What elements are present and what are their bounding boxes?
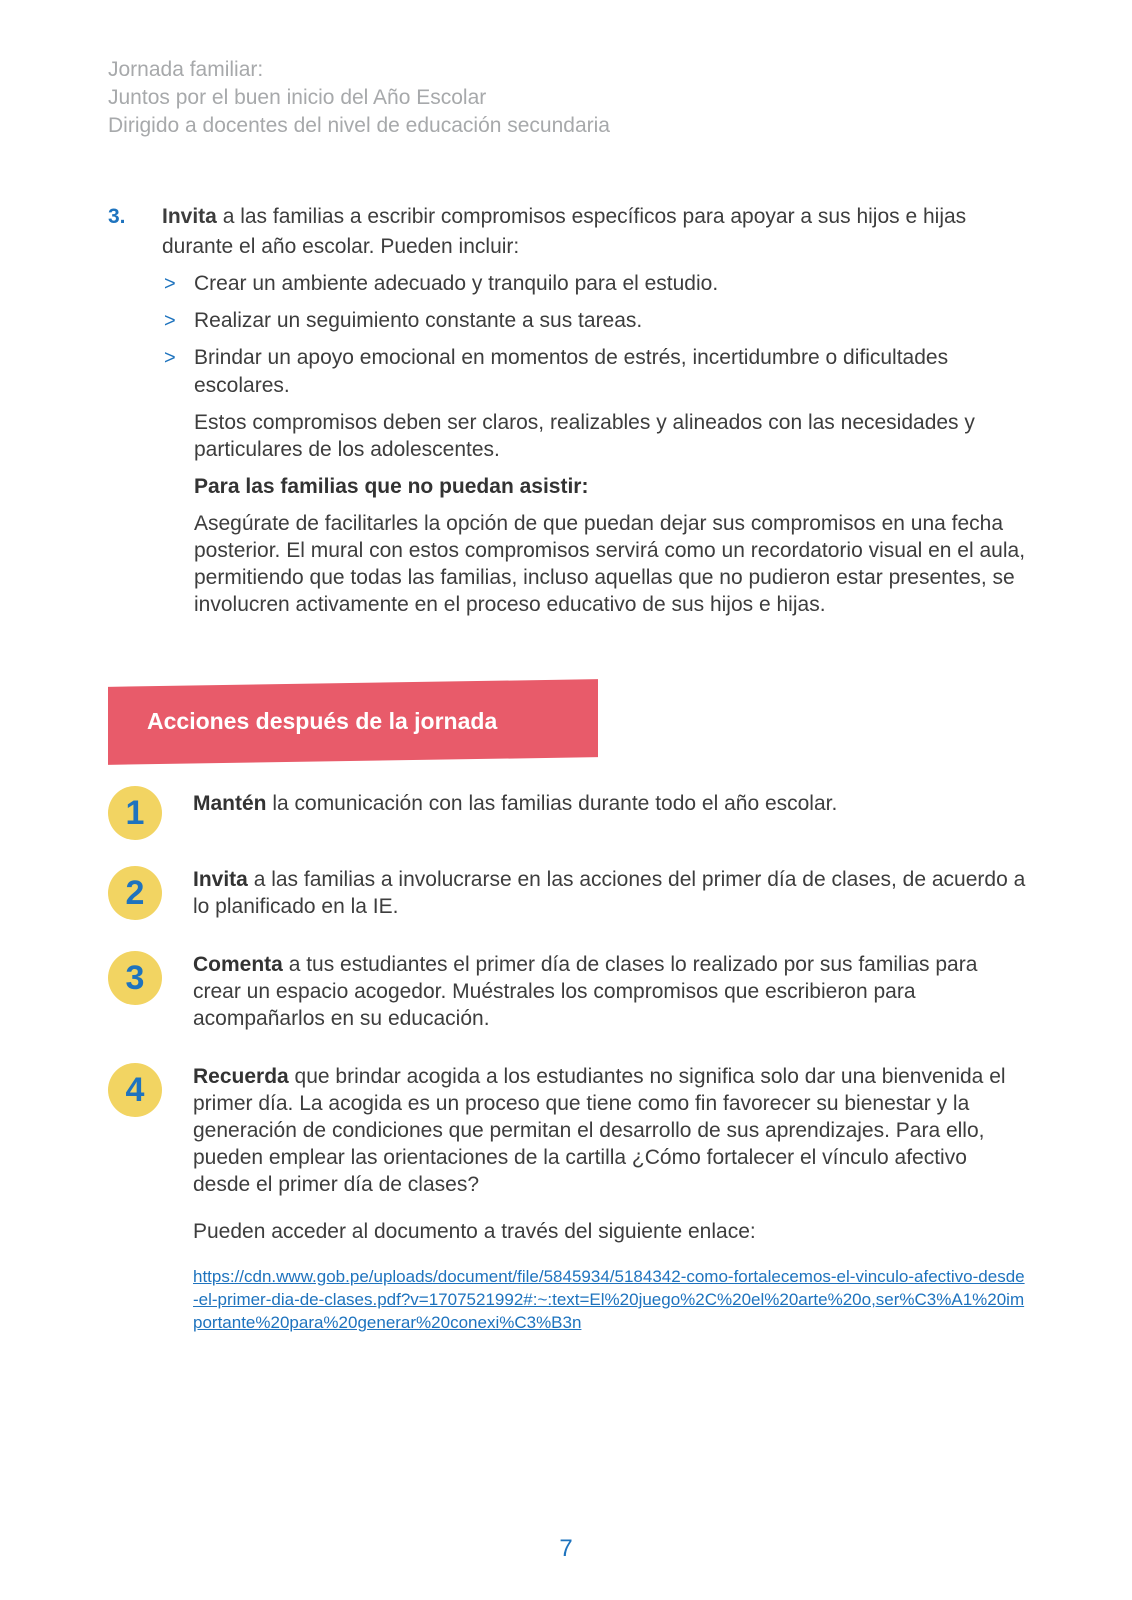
action-text: a tus estudiantes el primer día de clases lo realizado por sus familias para crear un espacio acogedor. Muéstrales los compromisos que escribieron para acompañarlos en su educación. bbox=[193, 953, 978, 1030]
chevron-right-icon: > bbox=[164, 347, 176, 369]
step-3-text: a las familias a escribir compromisos específicos para apoyar a sus hijos e hijas durante el año escolar. Pueden incluir: bbox=[162, 205, 967, 258]
absent-families-heading: Para las familias que no puedan asistir: bbox=[194, 475, 589, 498]
header-line-2: Juntos por el buen inicio del Año Escolar bbox=[108, 86, 487, 109]
action-text: que brindar acogida a los estudiantes no significa solo dar una bienvenida el primer día. La acogida es un proceso que tiene como fin favorecer su bienestar y la generación de condiciones que permitan el desarrollo de sus aprendizajes. Para ello, pueden emplear las orientaciones de la cartilla ¿Cómo fortalecer el vínculo afectivo desde el primer día de clases? bbox=[193, 1065, 1006, 1196]
document-link[interactable]: https://cdn.www.gob.pe/uploads/document/file/5845934/5184342-como-fortalecemos-el-vinculo-afectivo-desde-el-primer-dia-de-clases.pdf?v=1707521992#:~:text=El%20juego%2C%20el%20arte%20o,ser%C3%A1%20importante%20para%20generar%20conexi%C3%B3n bbox=[193, 1267, 1025, 1332]
commitments-paragraph: Estos compromisos deben ser claros, realizables y alineados con las necesidades y particulares de los adolescentes. bbox=[194, 411, 975, 461]
absent-families-text: Asegúrate de facilitarles la opción de que puedan dejar sus compromisos en una fecha posterior. El mural con estos compromisos servirá como un recordatorio visual en el aula, permitiendo que todas las familias, incluso aquellas que no pudieron estar presentes, se involucren activamente en el proceso educativo de sus hijos e hijas. bbox=[194, 512, 1026, 616]
action-lead: Recuerda bbox=[193, 1065, 289, 1088]
chevron-right-icon: > bbox=[164, 273, 176, 295]
header-line-3: Dirigido a docentes del nivel de educación secundaria bbox=[108, 114, 610, 137]
section-banner-title: Acciones después de la jornada bbox=[147, 708, 498, 734]
number-badge: 2 bbox=[108, 866, 162, 920]
number-badge: 3 bbox=[108, 951, 162, 1005]
step-3-number: 3. bbox=[108, 205, 126, 228]
action-lead: Invita bbox=[193, 868, 248, 891]
list-item: > Realizar un seguimiento constante a sus tareas. bbox=[162, 307, 1028, 335]
number-badge: 4 bbox=[108, 1063, 162, 1117]
chevron-right-icon: > bbox=[164, 310, 176, 332]
list-item: > Crear un ambiente adecuado y tranquilo para el estudio. bbox=[162, 270, 1028, 298]
action-item bbox=[108, 951, 1028, 1032]
document-header bbox=[108, 56, 610, 140]
link-intro: Pueden acceder al documento a través del siguiente enlace: bbox=[193, 1220, 756, 1243]
commitment-list bbox=[162, 270, 1028, 400]
step-3-intro bbox=[162, 202, 1028, 262]
action-item bbox=[108, 1063, 1028, 1334]
header-line-1: Jornada familiar: bbox=[108, 58, 264, 81]
action-text: la comunicación con las familias durante todo el año escolar. bbox=[266, 792, 838, 815]
step-3-lead: Invita bbox=[162, 205, 217, 228]
page-number: 7 bbox=[559, 1535, 573, 1562]
action-lead: Comenta bbox=[193, 953, 283, 976]
action-item bbox=[108, 866, 1028, 920]
number-badge: 1 bbox=[108, 786, 162, 840]
action-item bbox=[108, 786, 1028, 832]
action-text: a las familias a involucrarse en las acciones del primer día de clases, de acuerdo a lo planificado en la IE. bbox=[193, 868, 1026, 918]
action-lead: Mantén bbox=[193, 792, 267, 815]
list-item: > Brindar un apoyo emocional en momentos de estrés, incertidumbre o dificultades escolares. bbox=[164, 346, 949, 397]
step-3-section bbox=[108, 202, 1028, 628]
